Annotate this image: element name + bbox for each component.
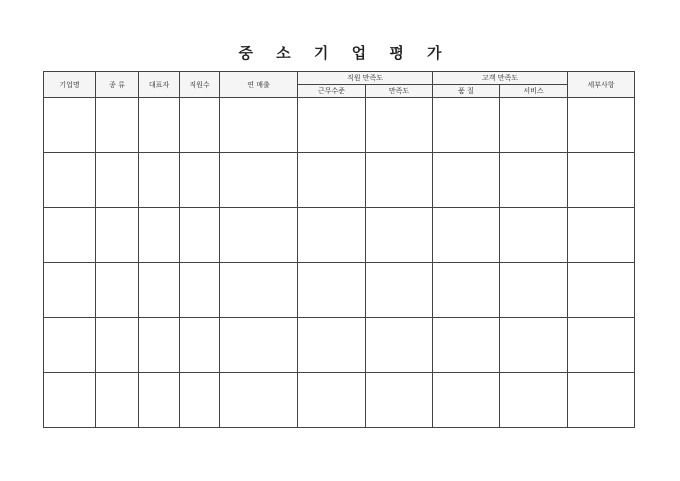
cell-category[interactable] bbox=[96, 263, 139, 318]
header-satisfaction: 만족도 bbox=[366, 85, 433, 98]
cell-work-level[interactable] bbox=[298, 318, 366, 373]
header-annual-sales: 연 매출 bbox=[220, 72, 298, 98]
cell-details[interactable] bbox=[568, 153, 635, 208]
cell-work-level[interactable] bbox=[298, 373, 366, 428]
cell-satisfaction[interactable] bbox=[366, 98, 433, 153]
cell-company-name[interactable] bbox=[44, 98, 96, 153]
cell-annual-sales[interactable] bbox=[220, 98, 298, 153]
cell-details[interactable] bbox=[568, 318, 635, 373]
cell-work-level[interactable] bbox=[298, 153, 366, 208]
cell-representative[interactable] bbox=[139, 318, 180, 373]
cell-employees[interactable] bbox=[180, 98, 220, 153]
cell-quality[interactable] bbox=[433, 208, 500, 263]
cell-representative[interactable] bbox=[139, 263, 180, 318]
cell-service[interactable] bbox=[500, 153, 568, 208]
cell-service[interactable] bbox=[500, 98, 568, 153]
table-row bbox=[44, 98, 635, 153]
header-employees: 직원수 bbox=[180, 72, 220, 98]
header-work-level: 근무수준 bbox=[298, 85, 366, 98]
cell-representative[interactable] bbox=[139, 373, 180, 428]
header-category: 종 류 bbox=[96, 72, 139, 98]
cell-company-name[interactable] bbox=[44, 373, 96, 428]
cell-quality[interactable] bbox=[433, 318, 500, 373]
cell-annual-sales[interactable] bbox=[220, 153, 298, 208]
cell-quality[interactable] bbox=[433, 98, 500, 153]
table-row bbox=[44, 208, 635, 263]
header-company-name: 기업명 bbox=[44, 72, 96, 98]
cell-company-name[interactable] bbox=[44, 208, 96, 263]
cell-service[interactable] bbox=[500, 263, 568, 318]
cell-work-level[interactable] bbox=[298, 263, 366, 318]
table-row bbox=[44, 263, 635, 318]
cell-representative[interactable] bbox=[139, 153, 180, 208]
cell-company-name[interactable] bbox=[44, 153, 96, 208]
cell-annual-sales[interactable] bbox=[220, 373, 298, 428]
cell-employees[interactable] bbox=[180, 318, 220, 373]
table-header bbox=[44, 72, 635, 98]
cell-employees[interactable] bbox=[180, 208, 220, 263]
cell-details[interactable] bbox=[568, 98, 635, 153]
cell-service[interactable] bbox=[500, 318, 568, 373]
cell-company-name[interactable] bbox=[44, 318, 96, 373]
header-quality: 품 질 bbox=[433, 85, 500, 98]
cell-representative[interactable] bbox=[139, 208, 180, 263]
table-row bbox=[44, 153, 635, 208]
cell-quality[interactable] bbox=[433, 373, 500, 428]
header-details: 세부사항 bbox=[568, 72, 635, 98]
cell-work-level[interactable] bbox=[298, 98, 366, 153]
cell-service[interactable] bbox=[500, 208, 568, 263]
cell-annual-sales[interactable] bbox=[220, 263, 298, 318]
cell-employees[interactable] bbox=[180, 153, 220, 208]
document-title: 중 소 기 업 평 가 bbox=[238, 44, 451, 62]
table-row bbox=[44, 318, 635, 373]
evaluation-table bbox=[43, 71, 635, 428]
cell-category[interactable] bbox=[96, 318, 139, 373]
cell-satisfaction[interactable] bbox=[366, 263, 433, 318]
cell-category[interactable] bbox=[96, 208, 139, 263]
cell-quality[interactable] bbox=[433, 263, 500, 318]
cell-annual-sales[interactable] bbox=[220, 318, 298, 373]
cell-category[interactable] bbox=[96, 153, 139, 208]
cell-representative[interactable] bbox=[139, 98, 180, 153]
cell-satisfaction[interactable] bbox=[366, 373, 433, 428]
header-row-top bbox=[44, 72, 635, 85]
cell-work-level[interactable] bbox=[298, 208, 366, 263]
cell-details[interactable] bbox=[568, 263, 635, 318]
cell-category[interactable] bbox=[96, 373, 139, 428]
cell-service[interactable] bbox=[500, 373, 568, 428]
cell-employees[interactable] bbox=[180, 373, 220, 428]
table-row bbox=[44, 373, 635, 428]
header-representative: 대표자 bbox=[139, 72, 180, 98]
cell-details[interactable] bbox=[568, 373, 635, 428]
header-employee-satisfaction: 직원 만족도 bbox=[298, 72, 433, 85]
cell-satisfaction[interactable] bbox=[366, 318, 433, 373]
cell-satisfaction[interactable] bbox=[366, 153, 433, 208]
cell-category[interactable] bbox=[96, 98, 139, 153]
header-customer-satisfaction: 고객 만족도 bbox=[433, 72, 568, 85]
cell-details[interactable] bbox=[568, 208, 635, 263]
cell-quality[interactable] bbox=[433, 153, 500, 208]
cell-annual-sales[interactable] bbox=[220, 208, 298, 263]
table-body bbox=[44, 98, 635, 428]
header-service: 서비스 bbox=[500, 85, 568, 98]
cell-satisfaction[interactable] bbox=[366, 208, 433, 263]
cell-company-name[interactable] bbox=[44, 263, 96, 318]
cell-employees[interactable] bbox=[180, 263, 220, 318]
